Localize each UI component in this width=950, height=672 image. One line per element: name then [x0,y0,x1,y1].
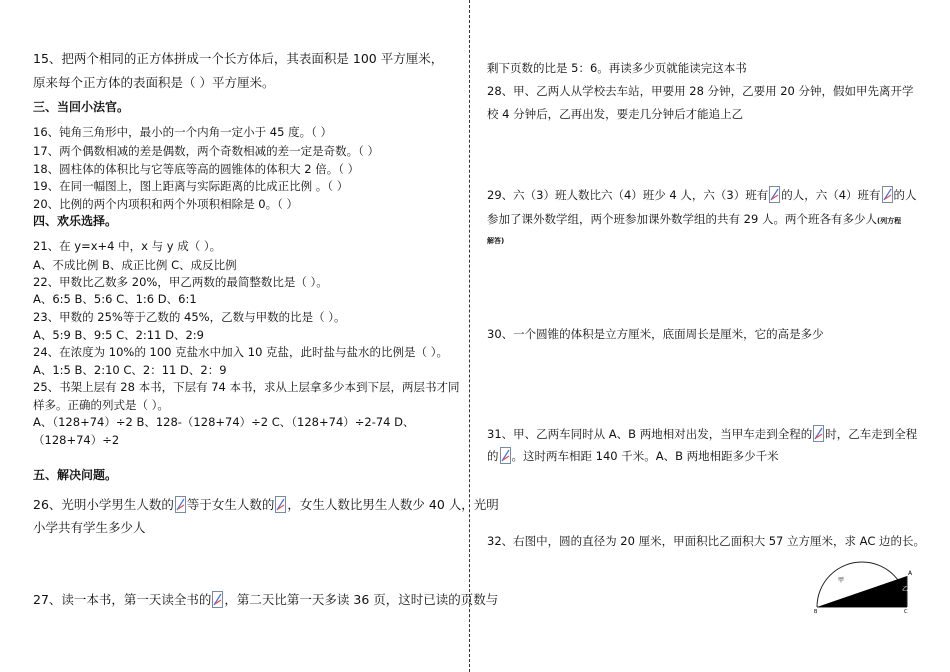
fraction-image-icon [769,186,780,203]
q25-line-2: 样多。正确的列式是（ ）。 [33,398,169,412]
q25-option-d: （128+74）÷2 [33,433,120,447]
fraction-image-icon [175,496,186,513]
q30: 30、一个圆锥的体积是立方厘米，底面周长是厘米，它的高是多少 [487,327,824,341]
q26-text-2: 等于女生人数的 [186,497,275,512]
q27-line-1 [33,591,498,608]
q23-options: A、5:9 B、9:5 C、2:11 D、2:9 [33,328,204,342]
q18: 18、圆柱体的体积比与它等底等高的圆锥体的体积大 2 倍。（ ） [33,162,360,176]
q16: 16、钝角三角形中，最小的一个内角一定小于 45 度。（ ） [33,125,332,139]
q25-options: A、（128+74）÷2 B、128-（128+74）÷2 C、（128+74）÷2-74 D、 [33,415,415,429]
q22-options: A、6:5 B、5:6 C、1:6 D、6:1 [33,292,197,306]
section-3-heading: 三、当回小法官。 [33,100,130,114]
label-a: A [908,570,913,577]
q29-text-1: 29、六（3）班人数比六（4）班少 4 人，六（3）班有 [487,188,769,202]
q31-text-b2: 。这时两车相距 140 千米。A、B 两地相距多少千米 [511,449,779,463]
q31-text-2: 时，乙车走到全程 [825,427,918,441]
q20: 20、比例的两个内项积和两个外项积相除是 0。（ ） [33,197,299,211]
q28-line-1: 28、甲、乙两人从学校去车站，甲要用 28 分钟，乙要用 20 分钟，假如甲先离开学 [487,84,914,98]
q29-text-b: 参加了课外数学组，两个班参加课外数学组的共有 29 人。两个班各有多少人 [487,212,877,226]
q27-continuation: 剩下页数的比是 5：6。再读多少页就能读完这本书 [487,61,747,75]
fraction-image-icon [212,591,223,608]
q19: 19、在同一幅图上，图上距离与实际距离的比成正比例 。（ ） [33,179,349,193]
q29-line-2 [487,211,901,229]
q26-text-1: 26、光明小学男生人数的 [33,497,174,512]
q28-line-2: 校 4 分钟后，乙再出发，要走几分钟后才能追上乙 [487,107,744,121]
q31-text-b1: 的 [487,449,499,463]
q31-line-1 [487,425,917,442]
q24: 24、在浓度为 10%的 100 克盐水中加入 10 克盐，此时盐与盐水的比例是（ ）。 [33,345,448,359]
q17: 17、两个偶数相减的差是偶数，两个奇数相减的差一定是奇数。（ ） [33,144,380,158]
q32: 32、右图中，圆的直径为 20 厘米，甲面积比乙面积大 57 立方厘米，求 AC 边的长。 [487,534,926,548]
q29-note: (列方程 [876,217,902,225]
q29-line-1 [487,186,917,203]
triangle-region [817,576,907,607]
q24-options: A、1:5 B、2:10 C、2：11 D、2：9 [33,363,227,377]
q26-text-3: ，女生人数比男生人数少 40 人，光明 [287,497,499,512]
section-4-heading: 四、欢乐选择。 [33,214,118,228]
q21: 21、在 y=x+4 中，x 与 y 成（ ）。 [33,239,222,253]
column-divider [469,0,470,672]
fraction-image-icon [500,447,511,464]
q15-line-2: 原来每个正方体的表面积是（ ）平方厘米。 [33,75,275,90]
q29-text-3: 的人 [893,188,917,202]
q31-text-1: 31、甲、乙两车同时从 A、B 两地相对出发，当甲车走到全程的 [487,427,813,441]
fraction-image-icon [275,496,286,513]
q29-note-2: 解答) [487,237,505,245]
q26-line-1 [33,496,499,513]
label-b: B [814,609,818,613]
fraction-image-icon [813,425,824,442]
q31-line-2 [487,447,779,464]
q27-text-1: 27、读一本书，第一天读全书的 [33,592,212,607]
q29-text-2: 的人，六（4）班有 [781,188,881,202]
q27-text-2: ，第二天比第一天多读 36 页，这时已读的页数与 [224,592,499,607]
q15-line-1: 15、把两个相同的正方体拼成一个长方体后，其表面积是 100 平方厘米， [33,51,444,66]
label-yi: 乙 [902,586,909,593]
geometry-figure [814,561,914,613]
q26-line-2: 小学共有学生多少人 [33,520,146,535]
section-5-heading: 五、解决问题。 [33,468,118,482]
q22: 22、甲数比乙数多 20%，甲乙两数的最简整数比是（ ）。 [33,275,328,289]
q23: 23、甲数的 25%等于乙数的 45%，乙数与甲数的比是（ ）。 [33,310,346,324]
q25-line-1: 25、书架上层有 28 本书，下层有 74 本书，求从上层拿多少本到下层，两层书才同 [33,380,460,394]
q21-options: A、不成比例 B、成正比例 C、成反比例 [33,258,237,272]
label-c: C [904,609,908,613]
label-jia: 甲 [838,577,845,584]
fraction-image-icon [882,186,893,203]
